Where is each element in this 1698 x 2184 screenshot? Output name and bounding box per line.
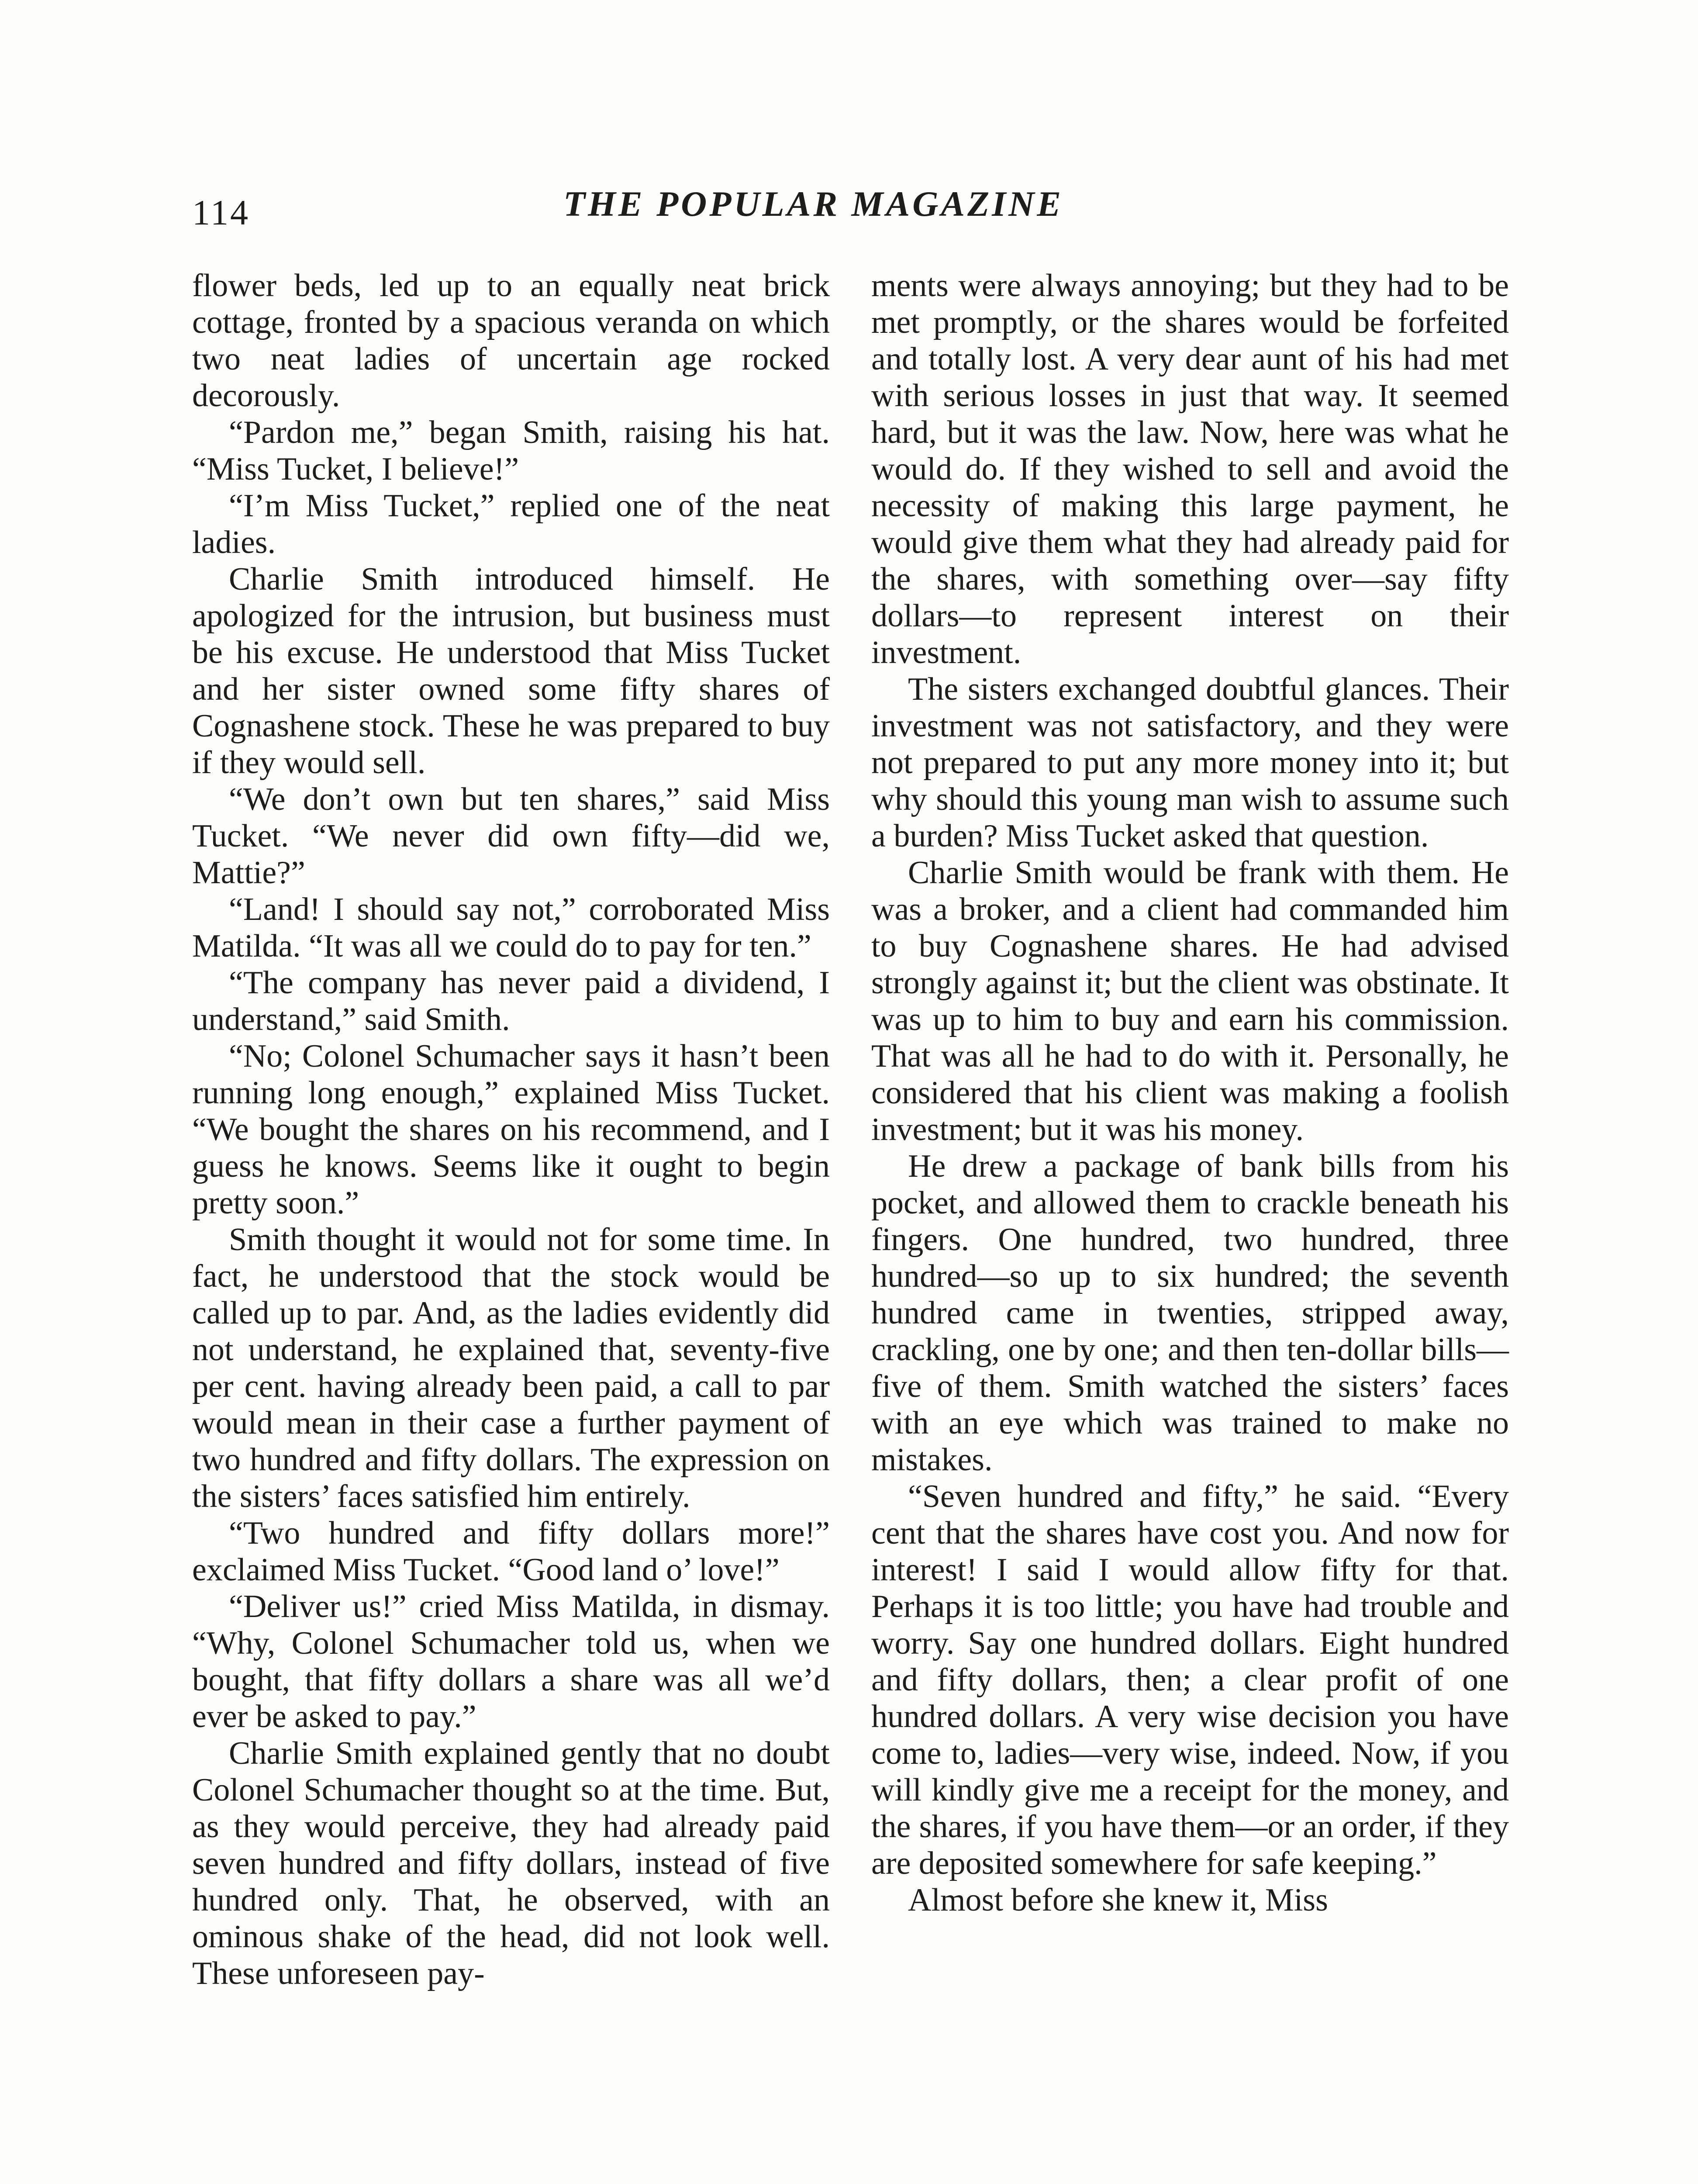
right-column — [871, 267, 1509, 1918]
paragraph: Smith thought it would not for some time. In fact, he understood that the stock would be called up to par. And, as the ladies evidently did not understand, he explained that, seventy-five per cent. having already been paid, a call to par would mean in their case a further payment of two hundred and fifty dollars. The expression on the sisters’ faces satisfied him entirely. — [192, 1222, 830, 1514]
paragraph: “I’m Miss Tucket,” replied one of the neat ladies. — [192, 488, 830, 560]
paragraph: Charlie Smith introduced himself. He apologized for the intrusion, but business must be his excuse. He understood that Miss Tucket and her sister owned some fifty shares of Cognashene stock. These he was prepared to buy if they would sell. — [192, 561, 830, 781]
paragraph: “We don’t own but ten shares,” said Miss Tucket. “We never did own fifty—did we, Mattie?” — [192, 781, 830, 891]
paragraph: Almost before she knew it, Miss — [908, 1882, 1328, 1918]
left-column — [192, 267, 830, 1992]
paragraph: “Pardon me,” began Smith, raising his hat. “Miss Tucket, I believe!” — [192, 415, 830, 487]
paragraph: “The company has never paid a dividend, I understand,” said Smith. — [192, 965, 830, 1037]
paragraph: ments were always annoying; but they had to be met promptly, or the shares would be forfeited and totally lost. A very dear aunt of his had met with serious losses in just that way. It seemed hard, but it was the law. Now, here was what he would do. If they wished to sell and avoid the necessity of making this large payment, he would give them what they had already paid for the shares, with something over—say fifty dollars—to represent interest on their investment. — [871, 268, 1509, 670]
page-number: 114 — [192, 193, 250, 232]
paragraph: “Seven hundred and fifty,” he said. “Every cent that the shares have cost you. And now for interest! I said I would allow fifty for that. Perhaps it is too little; you have had trouble and worry. Say one hundred dollars. Eight hundred and fifty dollars, then; a clear profit of one hundred dollars. A very wise decision you have come to, ladies—very wise, indeed. Now, if you will kindly give me a receipt for the money, and the shares, if you have them—or an order, if they are deposited somewhere for safe keeping.” — [871, 1479, 1509, 1881]
article-body — [192, 267, 1520, 2184]
paragraph: “No; Colonel Schumacher says it hasn’t been running long enough,” explained Miss Tucket. “We bought the shares on his recommend, and I guess he knows. Seems like it ought to begin pretty soon.” — [192, 1038, 830, 1221]
paragraph: Charlie Smith explained gently that no doubt Colonel Schumacher thought so at the time. But, as they would perceive, they had already paid seven hundred and fifty dollars, instead of five hundred only. That, he observed, with an ominous shake of the head, did not look well. These unforeseen pay- — [192, 1735, 830, 1991]
paragraph: Charlie Smith would be frank with them. He was a broker, and a client had commanded him to buy Cognashene shares. He had advised strongly against it; but the client was obstinate. It was up to him to buy and earn his commission. That was all he had to do with it. Personally, he considered that his client was making a foolish investment; but it was his money. — [871, 855, 1509, 1147]
paragraph: He drew a package of bank bills from his pocket, and allowed them to crackle beneath his fingers. One hundred, two hundred, three hundred—so up to six hundred; the seventh hundred came in twenties, stripped away, crackling, one by one; and then ten-dollar bills—five of them. Smith watched the sisters’ faces with an eye which was trained to make no mistakes. — [871, 1148, 1509, 1478]
paragraph: flower beds, led up to an equally neat brick cottage, fronted by a spacious veranda on which two neat ladies of uncertain age rocked decorously. — [192, 268, 830, 414]
running-title: THE POPULAR MAGAZINE — [563, 184, 1064, 224]
paragraph: “Two hundred and fifty dollars more!” exclaimed Miss Tucket. “Good land o’ love!” — [192, 1515, 830, 1588]
paragraph: “Land! I should say not,” corroborated Miss Matilda. “It was all we could do to pay for ten.” — [192, 892, 830, 964]
paragraph: “Deliver us!” cried Miss Matilda, in dismay. “Why, Colonel Schumacher told us, when we bought, that fifty dollars a share was all we’d ever be asked to pay.” — [192, 1589, 830, 1735]
paragraph: The sisters exchanged doubtful glances. Their investment was not satisfactory, and they were not prepared to put any more money into it; but why should this young man wish to assume such a burden? Miss Tucket asked that question. — [871, 671, 1509, 854]
page-header — [192, 183, 1515, 236]
